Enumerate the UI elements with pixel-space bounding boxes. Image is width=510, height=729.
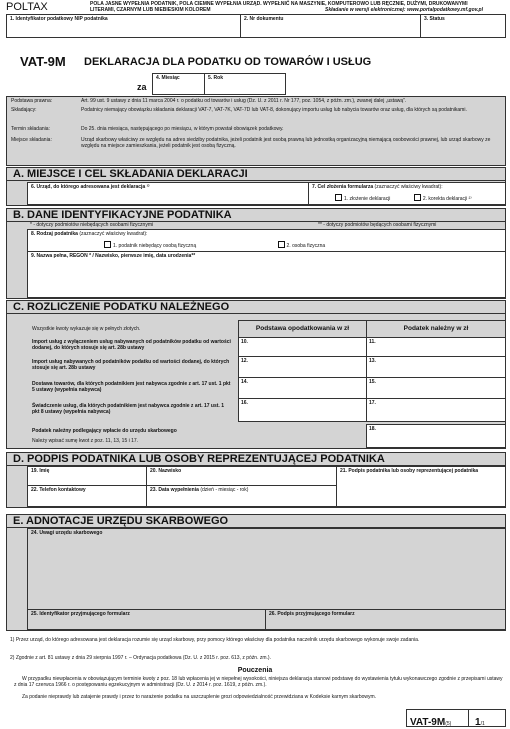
nip-label: 1. Identyfikator podatkowy NIP podatnika — [10, 16, 108, 22]
last-name-field[interactable] — [146, 466, 337, 486]
receiver-signature-label: 26. Podpis przyjmującego formularz — [269, 611, 355, 617]
basis-val-2: Podatnicy niemający obowiązku składania deklaracji VAT-7, VAT-7K, VAT-7D lub VAT-8, dokonujący importu usług lub nabycia towarów oraz usług, dla których są podatnikami. — [81, 107, 467, 113]
note-natural: ** - dotyczy podmiotów będących osobami fizycznymi — [318, 222, 437, 228]
phone-label: 22. Telefon kontaktowy — [31, 487, 86, 493]
phone-field[interactable] — [27, 485, 147, 507]
field-11-num: 11. — [369, 339, 376, 345]
footnote-2: 2) Zgodnie z art. 81 ustawy z dnia 29 sierpnia 1997 r. – Ordynacja podatkowa (Dz. U. z 2015 r. poz. 613, z późn. zm.). — [10, 655, 271, 661]
field-12[interactable] — [238, 356, 367, 378]
notice-line-3: Składanie w wersji elektronicznej: www.portalpodatkowy.mf.gov.pl — [325, 7, 483, 13]
footer-page: 1 — [475, 717, 481, 728]
date-label: 23. Data wypełnienia — [150, 487, 199, 493]
field-15-num: 15. — [369, 379, 376, 385]
footer-version: (5) — [445, 721, 452, 727]
field-17[interactable] — [366, 398, 506, 422]
date-hint: (dzień - miesiąc - rok) — [200, 487, 249, 493]
section-d-title: D. PODPIS PODATNIKA LUB OSOBY REPREZENTUJĄCEJ PODATNIKA — [6, 452, 506, 466]
instructions-title: Pouczenia — [237, 667, 273, 674]
field-12-num: 12. — [241, 358, 248, 364]
year-label: 5. Rok — [208, 75, 224, 81]
doc-number-label: 2. Nr dokumentu — [244, 16, 284, 22]
notice-line-2: LITERAMI, CZARNYM LUB NIEBIESKIM KOLOREM — [90, 7, 211, 13]
basis-val-3: Do 25. dnia miesiąca, następującego po miesiącu, w którym powstał obowiązek podatkowy. — [81, 126, 284, 132]
purpose-checkbox-2[interactable] — [414, 194, 421, 201]
form-title: DEKLARACJA DLA PODATKU OD TOWARÓW I USŁUG — [84, 56, 372, 68]
basis-key-3: Termin składania: — [11, 126, 50, 132]
field-14[interactable] — [238, 377, 367, 399]
section-b-title: B. DANE IDENTYFIKACYJNE PODATNIKA — [6, 208, 506, 222]
payable-label: Podatek należny podlegający wpłacie do urzędu skarbowego — [32, 428, 177, 434]
month-field[interactable] — [152, 73, 205, 95]
row-label-goods-delivery: Dostawa towarów, dla których podatnikiem jest nabywca zgodnie z art. 17 ust. 1 pkt 5 ustawy (wypełnia nabywca) — [32, 381, 231, 393]
field-14-num: 14. — [241, 379, 248, 385]
taxpayer-type-checkbox-2[interactable] — [278, 241, 285, 248]
purpose-option-1: 1. złożenie deklaracji — [344, 196, 391, 202]
purpose-label: 7. Cel złożenia formularza — [312, 184, 374, 190]
za-label: za — [137, 82, 147, 92]
signature-field[interactable] — [336, 466, 506, 507]
note-non-natural: * - dotyczy podmiotów niebędących osobami fizycznymi — [30, 222, 154, 228]
signature-label: 21. Podpis podatnika lub osoby reprezentującej podatnika — [340, 468, 479, 474]
basis-key-4: Miejsce składania: — [11, 137, 52, 143]
field-18[interactable] — [366, 424, 506, 448]
footer-page-box — [468, 709, 506, 727]
basis-key-1: Podstawa prawna: — [11, 98, 53, 104]
taxpayer-type-field — [27, 229, 506, 252]
col-tax-base: Podstawa opodatkowania w zł — [238, 320, 367, 338]
amounts-intro: Wszystkie kwoty wykazuje się w pełnych złotych. — [32, 326, 141, 332]
field-13[interactable] — [366, 356, 506, 378]
footer-code: VAT-9M — [410, 717, 446, 728]
last-name-label: 20. Nazwisko — [150, 468, 182, 474]
field-15[interactable] — [366, 377, 506, 399]
remarks-label: 24. Uwagi urzędu skarbowego — [31, 530, 103, 536]
field-13-num: 13. — [369, 358, 376, 364]
section-e-title: E. ADNOTACJE URZĘDU SKARBOWEGO — [6, 514, 506, 528]
status-label: 3. Status — [424, 16, 445, 22]
basis-key-2: Składający: — [11, 107, 37, 113]
field-16[interactable] — [238, 398, 367, 422]
instructions-1: W przypadku niewpłacenia w obowiązującym terminie kwoty z poz. 18 lub wpłacenia jej w niepełnej wysokości, niniejsza deklaracja stanowi podstawę do wystawienia tytułu wykonawczego zgodnie z przepisami ustawy z dnia 17 czerwca 1966 r. o postępowaniu egzekucyjnym w administracji (Dz. U. z 2014 r. poz. 1619, z późn. zm.). — [14, 676, 503, 688]
date-field[interactable] — [146, 485, 337, 507]
row-label-services: Świadczenie usług, dla których podatnikiem jest nabywca zgodnie z art. 17 ust. 1 pkt 8 ustawy (wypełnia nabywca) — [32, 403, 224, 415]
first-name-label: 19. Imię — [31, 468, 50, 474]
instructions-2: Za podanie nieprawdy lub zatajenie prawdy i przez to narażenie podatku na uszczuplenie grozi odpowiedzialność przewidziana w Kodeksie karnym skarbowym. — [22, 694, 377, 700]
taxpayer-type-option-1: 1. podatnik niebędący osobą fizyczną — [113, 243, 197, 249]
office-field[interactable] — [27, 182, 309, 205]
footer-code-box — [406, 709, 468, 727]
purpose-field — [308, 182, 506, 205]
footnote-1: 1) Przez urząd, do którego adresowana jest deklaracja rozumie się urząd skarbowy, przy pomocy którego właściwy dla podatnika naczelnik urzędu skarbowego wykonuje swoje zadania. — [10, 637, 420, 643]
full-name-label: 9. Nazwa pełna, REGON * / Nazwisko, pierwsze imię, data urodzenia** — [31, 253, 196, 259]
field-10[interactable] — [238, 337, 367, 357]
full-name-field[interactable] — [27, 251, 506, 298]
receiver-signature-field — [265, 609, 506, 630]
field-10-num: 10. — [241, 339, 248, 345]
field-11[interactable] — [366, 337, 506, 357]
field-16-num: 16. — [241, 400, 248, 406]
form-code: VAT-9M — [20, 54, 66, 69]
col-tax-due: Podatek należny w zł — [366, 320, 506, 338]
purpose-hint: (zaznaczyć właściwy kwadrat): — [374, 184, 443, 190]
taxpayer-type-label: 8. Rodzaj podatnika — [31, 231, 78, 237]
status-field — [420, 14, 506, 38]
doc-number-field — [240, 14, 421, 38]
remarks-field — [27, 528, 506, 610]
field-18-num: 18. — [369, 426, 376, 432]
row-label-import-28b: Import usług nabywanych od podatników podatku od wartości dodanej, do których stosuje się art. 28b ustawy — [32, 359, 230, 371]
first-name-field[interactable] — [27, 466, 147, 486]
taxpayer-type-option-2: 2. osoba fizyczna — [286, 243, 326, 249]
purpose-option-2: 2. korekta deklaracji ²⁾ — [422, 196, 472, 202]
section-a-title: A. MIEJSCE I CEL SKŁADANIA DEKLARACJI — [6, 167, 506, 181]
purpose-checkbox-1[interactable] — [335, 194, 342, 201]
notice-line-1: POLA JASNE WYPEŁNIA PODATNIK, POLA CIEMNE WYPEŁNIA URZĄD. WYPEŁNIĆ NA MASZYNIE, KOMPUTEROWO LUB RĘCZNIE, DUŻYMI, DRUKOWANYMI — [90, 1, 468, 7]
field-17-num: 17. — [369, 400, 376, 406]
basis-val-1: Art. 99 ust. 9 ustawy z dnia 11 marca 2004 r. o podatku od towarów i usług (Dz. U. z 2011 r. Nr 177, poz. 1054, z późn. zm.), zwanej dalej „ustawą”. — [81, 98, 407, 104]
taxpayer-type-checkbox-1[interactable] — [104, 241, 111, 248]
year-field[interactable] — [204, 73, 286, 95]
nip-field[interactable] — [6, 14, 241, 38]
receiver-id-field — [27, 609, 266, 630]
brand: POLTAX — [6, 1, 48, 13]
payable-note: Należy wpisać sumę kwot z poz. 11, 13, 15 i 17. — [32, 438, 139, 444]
footer-pages: /1 — [480, 721, 485, 727]
receiver-id-label: 25. Identyfikator przyjmującego formularz — [31, 611, 130, 617]
section-c-title: C. ROZLICZENIE PODATKU NALEŻNEGO — [6, 300, 506, 314]
row-label-import-services: Import usług z wyłączeniem usług nabywanych od podatników podatku od wartości dodanej, do których stosuje się art. 28b ustawy — [32, 339, 231, 351]
taxpayer-type-hint: (zaznaczyć właściwy kwadrat): — [79, 231, 148, 237]
basis-val-4: Urząd skarbowy właściwy ze względu na adres siedziby podatnika, jeżeli podatnik jest osobą prawną lub jednostką organizacyjną niemającą osobowości prawnej, lub urząd skarbowy ze względu na miejsce zamieszkania, jeżeli podatnik jest osobą fizyczną. — [81, 137, 491, 149]
office-label: 6. Urząd, do którego adresowana jest deklaracja ¹⁾ — [31, 184, 150, 190]
month-label: 4. Miesiąc — [156, 75, 180, 81]
